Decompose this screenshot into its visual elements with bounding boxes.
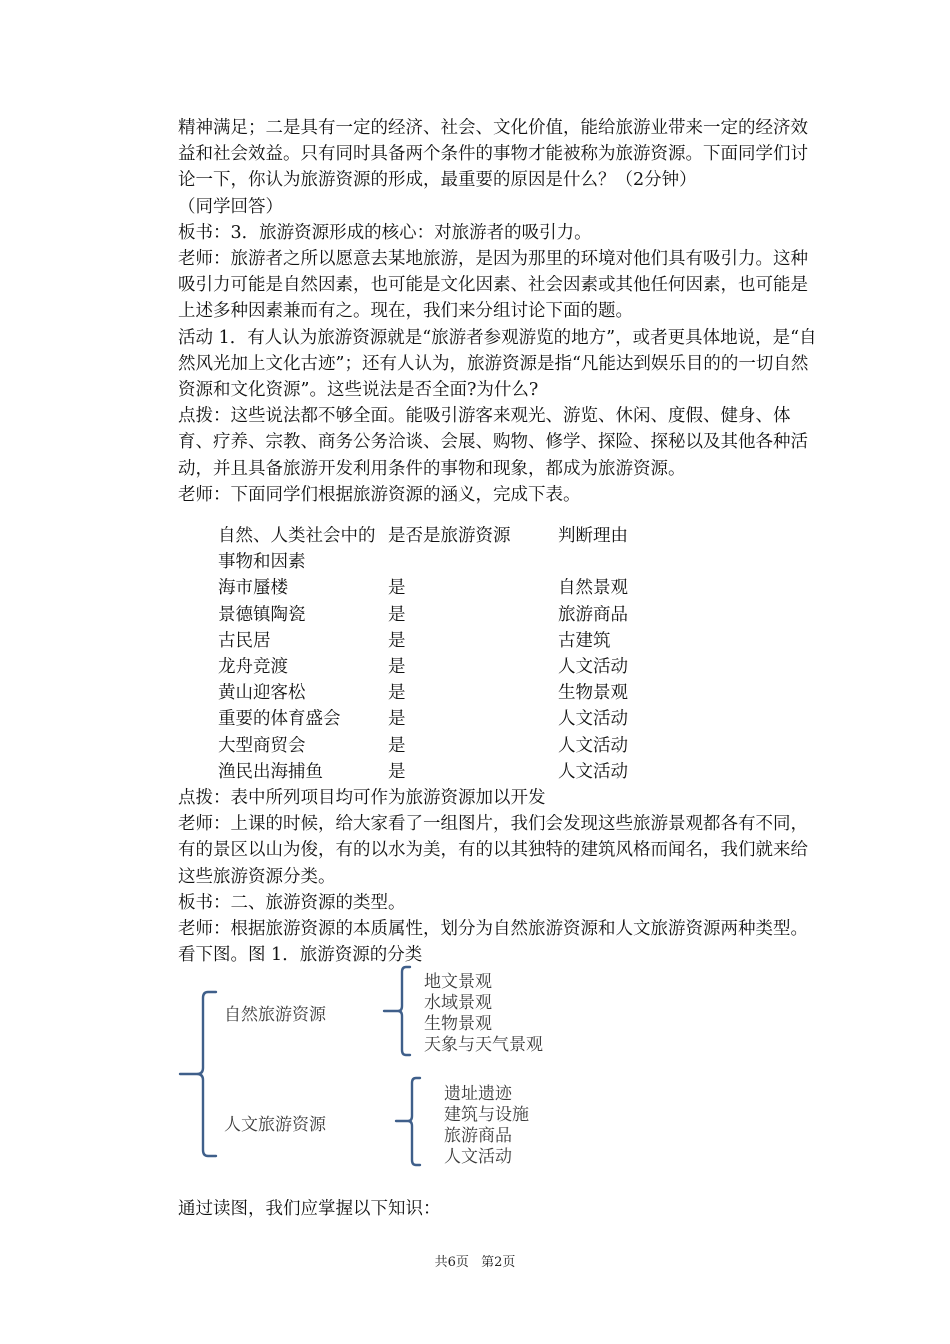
natural-resource-label: 自然旅游资源 [224,1005,326,1025]
body-text [178,115,818,508]
table-cell: 黄山迎客松 [218,683,306,704]
table-cell: 渔民出海捕鱼 [218,761,323,782]
table-cell: 是 [388,709,406,730]
paragraph: 老师：旅游者之所以愿意去某地旅游，是因为那里的环境对他们具有吸引力。这种吸引力可能是自然因素，也可能是文化因素、社会因素或其他任何因素，也可能是上述多种因素兼而有之。现在，我们来分组讨论下面的题。 [178,249,808,322]
paragraph: 活动 1．有人认为旅游资源就是“旅游者参观游览的地方”，或者更具体地说，是“自然风光加上文化古迹”；还有人认为，旅游资源是指“凡能达到娱乐目的的一切自然资源和文化资源”。这些说法是否全面?为什么? [178,327,817,401]
table-row [218,602,818,628]
table-header: 判断理由 [558,526,628,546]
table-row [218,706,818,732]
resource-table [218,523,818,785]
table-cell: 海市蜃楼 [218,578,288,599]
natural-item: 水域景观 [424,993,492,1013]
natural-brace [384,967,410,1055]
table-cell: 是 [388,761,406,782]
table-cell: 是 [388,657,406,678]
table-cell: 景德镇陶瓷 [218,604,306,625]
paragraph: 板书：二、旅游资源的类型。 [178,892,406,913]
cultural-item: 旅游商品 [444,1126,512,1146]
table-row [218,654,818,680]
classification-diagram [170,962,630,1177]
paragraph: 精神满足；二是具有一定的经济、社会、文化价值，能给旅游业带来一定的经济效益和社会效益。只有同时具备两个条件的事物才能被称为旅游资源。下面同学们讨论一下，你认为旅游资源的形成，最重要的原因是什么？（2分钟） [178,118,808,191]
paragraph: 点拨：表中所列项目均可作为旅游资源加以开发 [178,788,546,808]
table-cell: 人文活动 [558,735,628,756]
closing-text: 通过读图，我们应掌握以下知识： [178,1199,441,1219]
table-cell: 自然景观 [558,578,628,599]
table-header: 是否是旅游资源 [388,526,511,546]
table-cell: 旅游商品 [558,604,628,625]
cultural-item: 建筑与设施 [444,1105,529,1125]
cultural-resource-label: 人文旅游资源 [224,1115,326,1135]
main-brace [180,992,216,1156]
table-row [218,733,818,759]
table-row [218,628,818,654]
table-cell: 古民居 [218,630,271,651]
cultural-item: 人文活动 [444,1147,512,1167]
paragraph: 点拨：这些说法都不够全面。能吸引游客来观光、游览、休闲、度假、健身、体育、疗养、宗教、商务公务洽谈、会展、购物、修学、探险、探秘以及其他各种活动，并且具备旅游开发利用条件的事物和现象，都成为旅游资源。 [178,406,808,479]
natural-item: 生物景观 [424,1014,492,1034]
table-cell: 是 [388,683,406,704]
table-header-row [218,523,818,575]
paragraph: 板书：3．旅游资源形成的核心：对旅游者的吸引力。 [178,222,592,243]
table-cell: 生物景观 [558,683,628,704]
table-row [218,680,818,706]
after-table-text [178,785,818,968]
current-page: 第2页 [481,1255,516,1270]
table-cell: 是 [388,604,406,625]
diagram-braces [170,962,630,1177]
total-pages: 共6页 [434,1255,469,1270]
natural-item: 天象与天气景观 [424,1035,543,1055]
table-cell: 是 [388,630,406,651]
table-cell: 古建筑 [558,630,611,651]
table-cell: 是 [388,578,406,599]
table-cell: 重要的体育盛会 [218,709,341,730]
table-cell: 人文活动 [558,709,628,730]
table-cell: 人文活动 [558,657,628,678]
table-row [218,759,818,785]
table-cell: 人文活动 [558,761,628,782]
page-footer [0,1251,950,1270]
paragraph: 老师：下面同学们根据旅游资源的涵义，完成下表。 [178,484,581,505]
paragraph: 老师：上课的时候，给大家看了一组图片，我们会发现这些旅游景观都各有不同，有的景区以山为俊，有的以水为美，有的以其独特的建筑风格而闻名，我们就来给这些旅游资源分类。 [178,814,808,887]
table-cell: 龙舟竞渡 [218,657,288,678]
cultural-item: 遗址遗迹 [444,1084,512,1104]
table-cell: 大型商贸会 [218,735,306,756]
table-cell: 是 [388,735,406,756]
cultural-brace [396,1078,420,1165]
table-header: 自然、人类社会中的事物和因素 [218,526,376,573]
table-row [218,575,818,601]
natural-item: 地文景观 [424,972,492,992]
paragraph: 老师：根据旅游资源的本质属性，划分为自然旅游资源和人文旅游资源两种类型。看下图。图 1．旅游资源的分类 [178,919,808,966]
paragraph: （同学回答） [178,196,283,217]
